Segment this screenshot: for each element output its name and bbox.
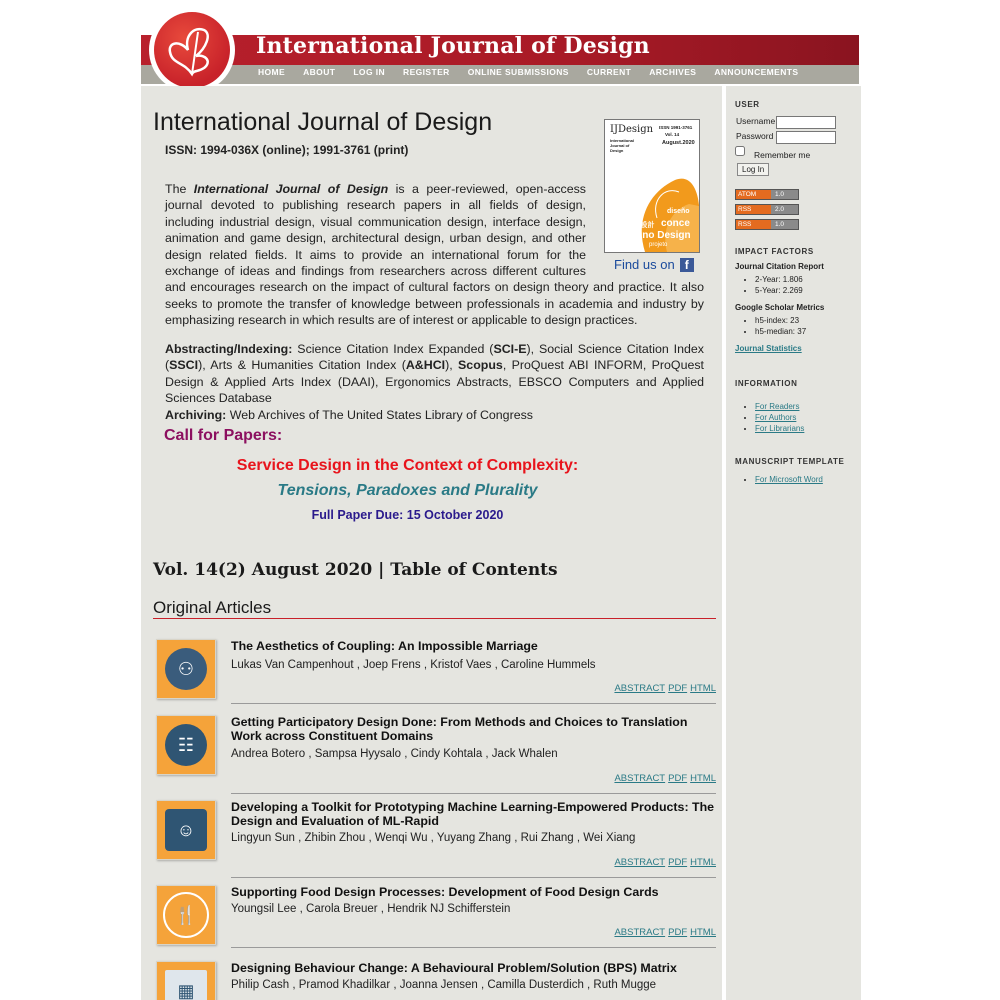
- cover-word: conce: [661, 218, 690, 229]
- site-title: International Journal of Design: [256, 33, 650, 59]
- article-links: [611, 857, 716, 868]
- impact-factors-heading: IMPACT FACTORS: [735, 247, 814, 256]
- section-divider: [153, 618, 716, 619]
- nav-online-submissions[interactable]: ONLINE SUBMISSIONS: [467, 67, 569, 77]
- pdf-link[interactable]: PDF: [668, 773, 688, 784]
- butterfly-icon: [154, 12, 230, 88]
- cover-word: segno Design: [625, 230, 691, 241]
- indexing-text: , ProQuest ABI INFORM, ProQuest Design & Applied Arts Index (DAAI), Ergonomics Abstracts, EBSCO Computers and Applied Sciences Database: [165, 358, 704, 406]
- indexing-label: Abstracting/Indexing:: [165, 342, 293, 356]
- pdf-link[interactable]: PDF: [668, 857, 688, 868]
- cover-volume: Vol. 14: [665, 132, 680, 137]
- indexing-info: [165, 341, 704, 423]
- article-links: [611, 927, 716, 938]
- indexing-text: ), Social Science Citation Index (: [165, 342, 704, 373]
- article-links: [611, 773, 716, 784]
- article-authors: Lukas Van Campenhout , Joep Frens , Kristof Vaes , Caroline Hummels: [231, 659, 596, 671]
- jcr-item: • 2-Year: 1.806: [755, 274, 803, 285]
- abstract-link[interactable]: ABSTRACT: [614, 773, 666, 784]
- information-list: [746, 401, 804, 434]
- article-title[interactable]: Developing a Toolkit for Prototyping Machine Learning-Empowered Products: The Design and Evaluation of ML-Rapid: [231, 800, 715, 828]
- journal-statistics-link[interactable]: Journal Statistics: [735, 344, 802, 353]
- jcr-list: [746, 274, 803, 296]
- article-title[interactable]: Getting Participatory Design Done: From Methods and Choices to Translation Work across Constituent Domains: [231, 715, 688, 743]
- rss1-feed-badge[interactable]: RSS 1.0: [735, 219, 799, 230]
- journal-description: [165, 181, 704, 329]
- archiving-text: Web Archives of The United States Library of Congress: [226, 407, 533, 422]
- table-of-contents-heading: Vol. 14(2) August 2020 | Table of Contents: [153, 560, 558, 580]
- pdf-link[interactable]: PDF: [668, 683, 688, 694]
- article-item: [153, 885, 716, 965]
- cover-issn: ISSN 1991-3761: [659, 125, 693, 130]
- for-librarians-link[interactable]: For Librarians: [755, 424, 805, 433]
- indexing-ahci: A&HCI: [405, 358, 446, 373]
- call-for-papers-due-date: Full Paper Due: 15 October 2020: [311, 508, 504, 522]
- nav-bar: [141, 65, 859, 84]
- food-cards-icon: 🍴: [163, 892, 209, 938]
- call-for-papers-heading: Call for Papers:: [164, 427, 283, 444]
- article-divider: [231, 793, 716, 794]
- call-for-papers-subtitle[interactable]: Tensions, Paradoxes and Plurality: [277, 482, 538, 499]
- remember-me-checkbox[interactable]: [735, 146, 745, 156]
- group-meeting-icon: ☷: [165, 724, 207, 766]
- nav-about[interactable]: ABOUT: [303, 67, 336, 77]
- article-title[interactable]: Designing Behaviour Change: A Behavioural Problem/Solution (BPS) Matrix: [231, 961, 677, 975]
- article-authors: Youngsil Lee , Carola Breuer , Hendrik NJ Schifferstein: [231, 903, 511, 915]
- rss2-feed-badge[interactable]: RSS 2.0: [735, 204, 799, 215]
- article-divider: [231, 947, 716, 948]
- facebook-icon: f: [680, 258, 694, 272]
- html-link[interactable]: HTML: [690, 683, 716, 694]
- html-link[interactable]: HTML: [690, 857, 716, 868]
- password-input[interactable]: [776, 131, 836, 144]
- indexing-text: ),: [445, 358, 459, 373]
- for-authors-link[interactable]: For Authors: [755, 413, 797, 422]
- article-divider: [231, 877, 716, 878]
- article-item: [153, 800, 716, 890]
- intro-text: The: [165, 182, 194, 196]
- username-input[interactable]: [776, 116, 836, 129]
- username-label: Username: [736, 116, 776, 126]
- find-us-label: Find us on: [614, 257, 675, 272]
- nav-home[interactable]: HOME: [258, 67, 286, 77]
- article-thumbnail[interactable]: [156, 800, 216, 860]
- article-thumbnail[interactable]: [156, 885, 216, 945]
- information-heading: INFORMATION: [735, 379, 798, 388]
- article-item: [153, 961, 716, 1000]
- nav-log-in[interactable]: LOG IN: [353, 67, 386, 77]
- html-link[interactable]: HTML: [690, 927, 716, 938]
- page-title: International Journal of Design: [153, 108, 493, 136]
- gs-item: • h5-median: 37: [755, 326, 806, 337]
- atom-feed-badge[interactable]: ATOM 1.0: [735, 189, 799, 200]
- abstract-link[interactable]: ABSTRACT: [614, 927, 666, 938]
- article-authors: Philip Cash , Pramod Khadilkar , Joanna Jensen , Camilla Dusterdich , Ruth Mugge: [231, 979, 657, 991]
- right-sidebar: [724, 86, 861, 1000]
- password-label: Password: [736, 131, 774, 141]
- article-authors: Andrea Botero , Sampsa Hyysalo , Cindy Kohtala , Jack Whalen: [231, 748, 558, 760]
- journal-logo[interactable]: [149, 7, 235, 93]
- call-for-papers-title[interactable]: Service Design in the Context of Complexity:: [236, 457, 579, 474]
- people-icon: ⚇: [165, 648, 207, 690]
- intro-journal-name: International Journal of Design: [193, 182, 389, 196]
- user-heading: USER: [735, 100, 760, 109]
- issn-line: ISSN: 1994-036X (online); 1991-3761 (print): [165, 143, 409, 157]
- nav-announcements[interactable]: ANNOUNCEMENTS: [714, 67, 799, 77]
- article-thumbnail[interactable]: [156, 639, 216, 699]
- journal-citation-report-label: Journal Citation Report: [735, 262, 824, 271]
- cover-date: August.2020: [662, 140, 695, 146]
- nav-current[interactable]: CURRENT: [586, 67, 632, 77]
- article-item: [153, 715, 716, 805]
- main-content: [141, 86, 722, 1000]
- cover-word: diseño: [667, 208, 690, 215]
- abstract-link[interactable]: ABSTRACT: [614, 683, 666, 694]
- jcr-item: • 5-Year: 2.269: [755, 285, 803, 296]
- article-thumbnail[interactable]: [156, 715, 216, 775]
- google-scholar-label: Google Scholar Metrics: [735, 303, 825, 312]
- cover-logo: IJDesign: [610, 124, 654, 135]
- article-authors: Lingyun Sun , Zhibin Zhou , Wenqi Wu , Yuyang Zhang , Rui Zhang , Wei Xiang: [231, 832, 636, 844]
- article-divider: [231, 703, 716, 704]
- article-title[interactable]: The Aesthetics of Coupling: An Impossible Marriage: [231, 639, 538, 653]
- indexing-sci: SCI-E: [493, 342, 527, 356]
- cover-subtitle: International Journal of Design: [610, 138, 635, 153]
- pdf-link[interactable]: PDF: [668, 927, 688, 938]
- log-in-button[interactable]: Log In: [737, 163, 769, 176]
- robot-icon: ☺: [165, 809, 207, 851]
- article-links: [611, 683, 716, 694]
- article-item: [153, 639, 716, 719]
- gs-list: [746, 315, 806, 337]
- article-title[interactable]: Supporting Food Design Processes: Development of Food Design Cards: [231, 885, 659, 899]
- nav-archives[interactable]: ARCHIVES: [649, 67, 697, 77]
- manuscript-template-heading: MANUSCRIPT TEMPLATE: [735, 457, 845, 466]
- site-header: [141, 0, 859, 84]
- abstract-link[interactable]: ABSTRACT: [614, 857, 666, 868]
- remember-me-label: Remember me: [754, 150, 811, 160]
- article-thumbnail[interactable]: [156, 961, 216, 1000]
- cover-word: デザイン 設計: [611, 222, 655, 229]
- gs-item: • h5-index: 23: [755, 315, 806, 326]
- cover-word: projeto: [649, 242, 668, 248]
- microsoft-word-template-link[interactable]: For Microsoft Word: [755, 475, 823, 484]
- nav-register[interactable]: REGISTER: [403, 67, 450, 77]
- indexing-text: Science Citation Index Expanded (: [292, 342, 494, 356]
- for-readers-link[interactable]: For Readers: [755, 402, 800, 411]
- indexing-ssci: SSCI: [169, 358, 199, 373]
- matrix-icon: ▦: [165, 970, 207, 1000]
- indexing-scopus: Scopus: [458, 358, 503, 373]
- manuscript-list: [746, 474, 823, 485]
- indexing-text: ), Arts & Humanities Citation Index (: [198, 358, 406, 373]
- section-heading: Original Articles: [153, 598, 272, 617]
- intro-text: is a peer-reviewed, open-access journal devoted to publishing research papers in all fields of design, including industrial design, visual communication design, interface design, animation and game design, architectural design, urban design, and other design related fields. It aims to provide an international forum for the exchange of ideas and findings from researchers across different cultures and encourages research on the impact of cultural factors on design theory and practice. It also seeks to promote the transfer of knowledge between professionals in academia and industry by emphasizing research in which results are of interest or applicable to design practices.: [165, 182, 704, 328]
- archiving-label: Archiving:: [165, 407, 227, 422]
- html-link[interactable]: HTML: [690, 773, 716, 784]
